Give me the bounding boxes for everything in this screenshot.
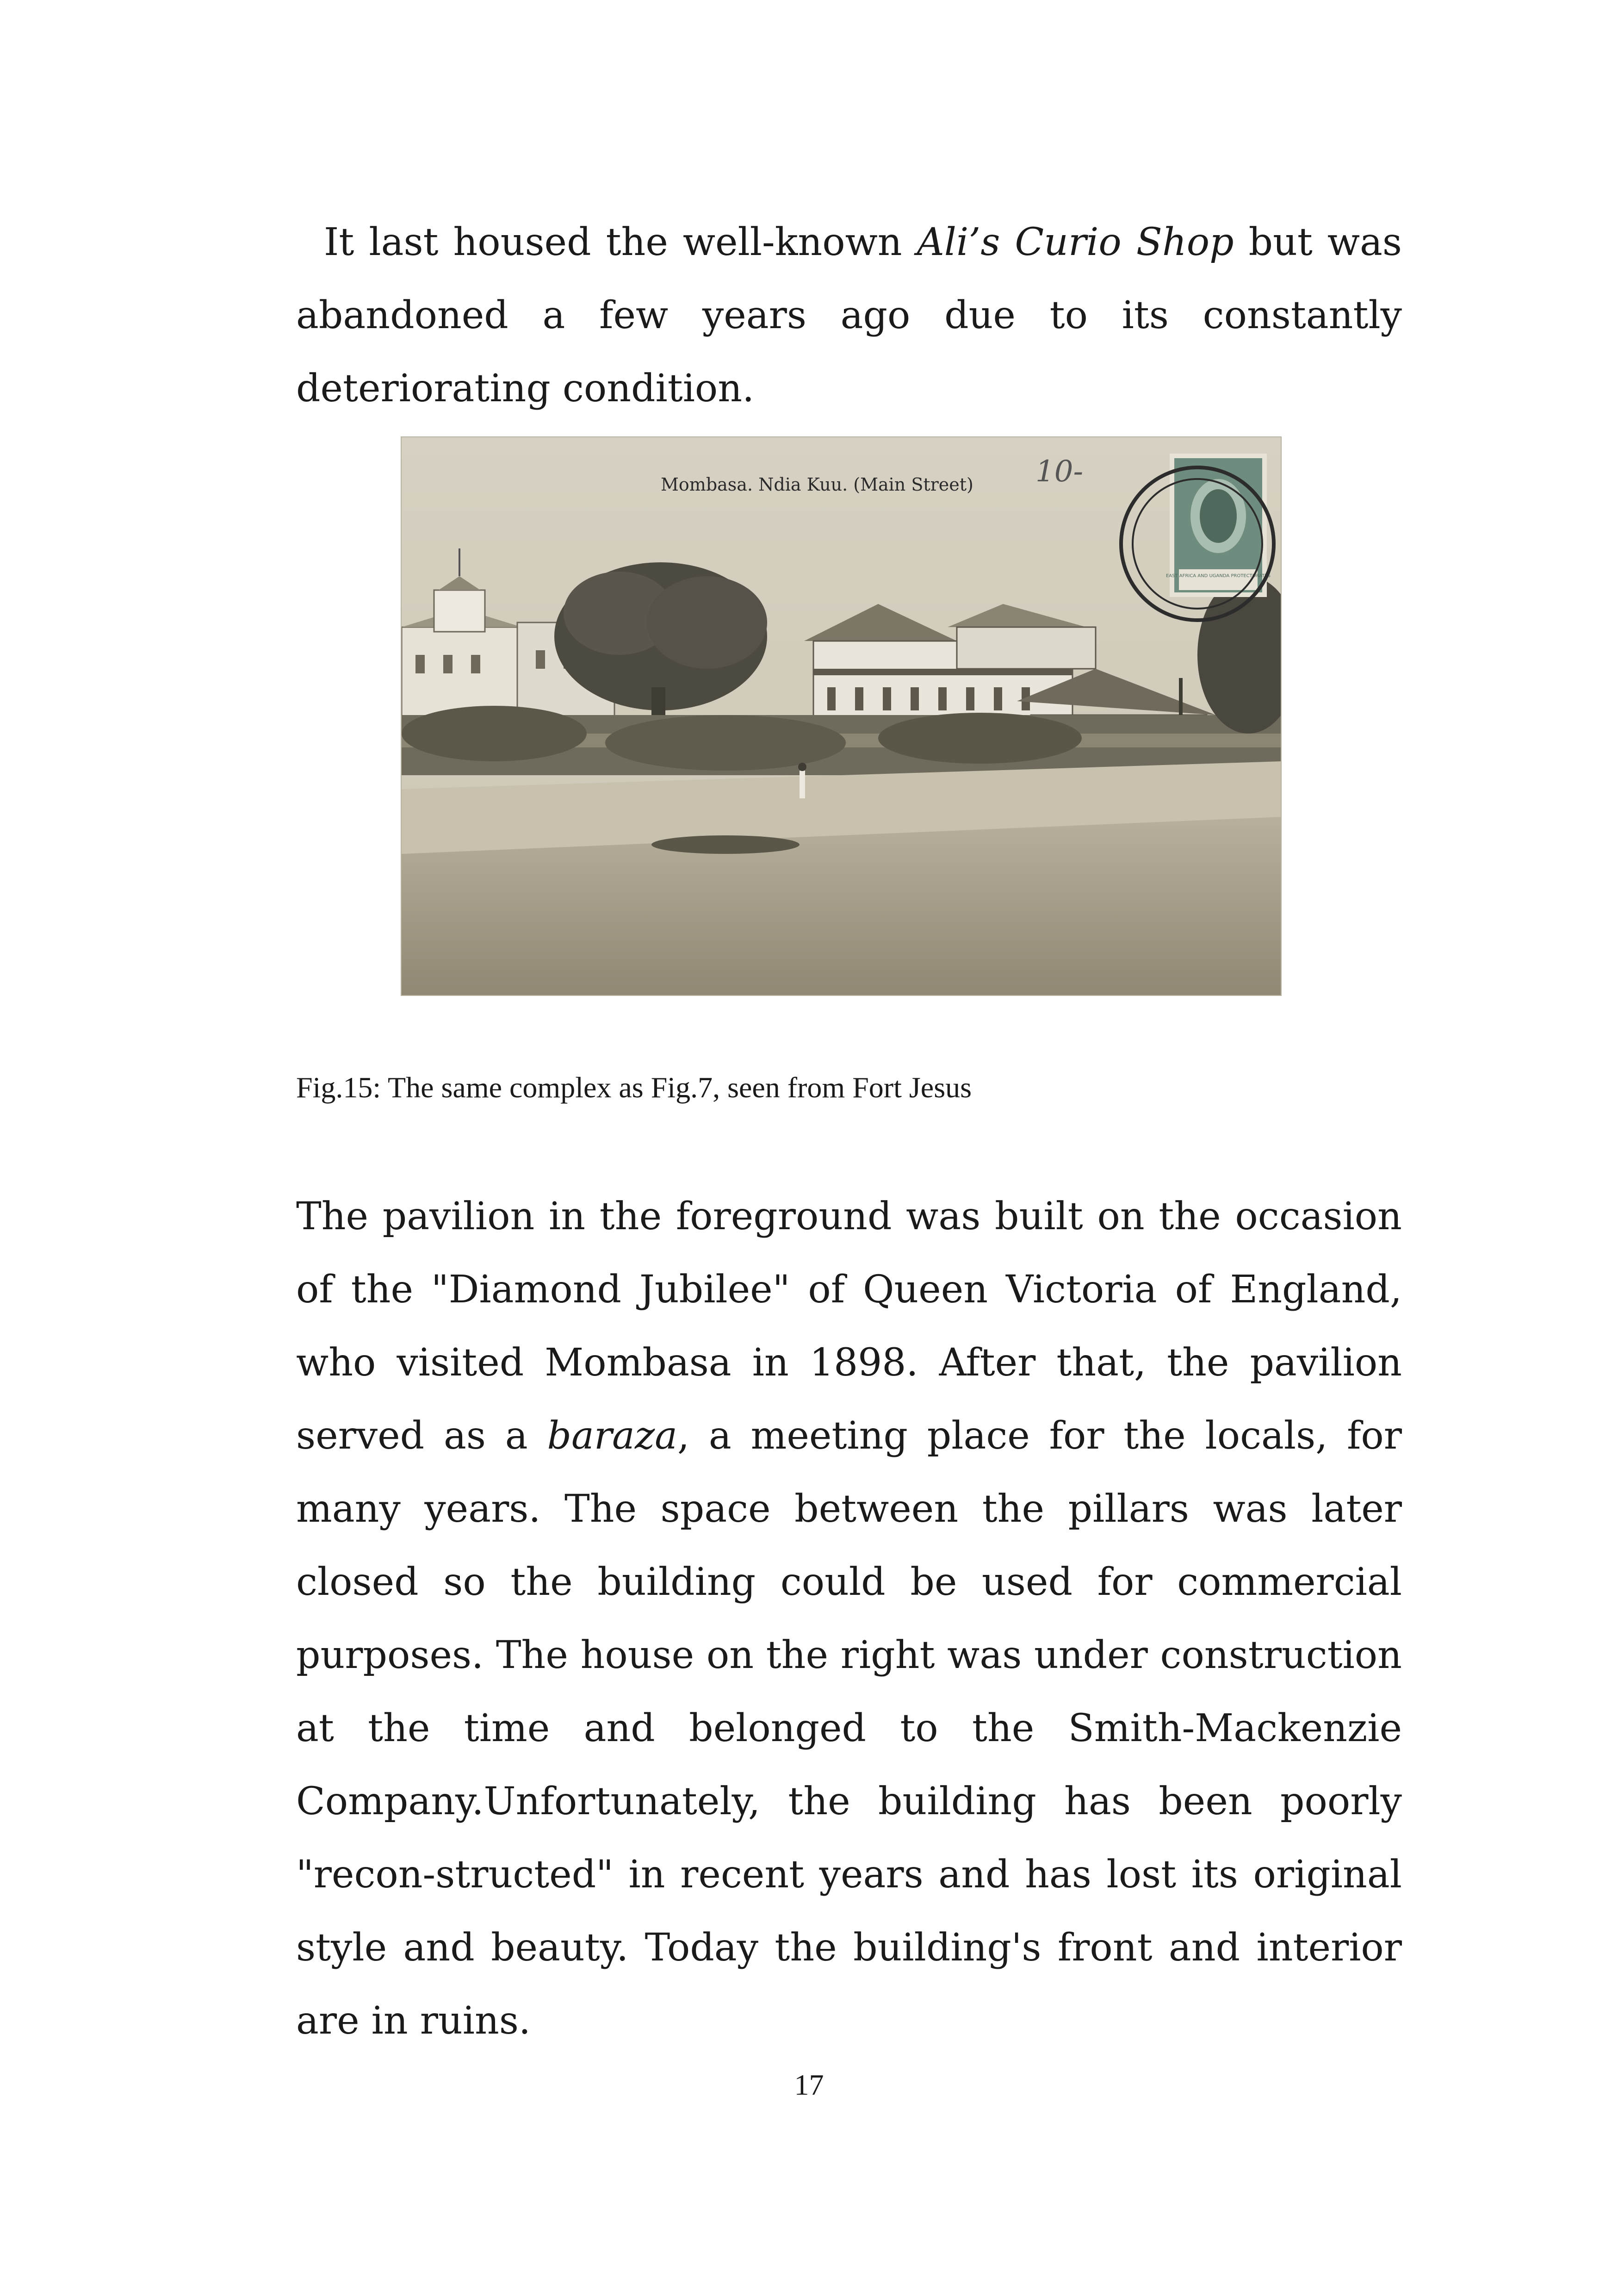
postcard-illustration xyxy=(402,437,1281,995)
intro-paragraph xyxy=(296,206,1402,425)
figure-caption: Fig.15: The same complex as Fig.7, seen from Fort Jesus xyxy=(296,1071,972,1104)
postcard-title: Mombasa. Ndia Kuu. (Main Street) xyxy=(661,474,973,495)
intro-text-part2: but was abandoned a few years ago due to its constantly deteriorating condition. xyxy=(296,220,1402,411)
pavilion-text-part2: , a meeting place for the locals, for many years. The space between the pillars was later closed so the building could be used for commercial purposes. The house on the right was under construction at the time and belonged to the Smith-Mackenzie Company.Unfortunately, the building has been poorly "recon-structed" in recent years and has lost its original style and beauty. Today the building's front and interior are in ruins. xyxy=(296,1414,1402,2043)
pavilion-text-part1: The pavilion in the foreground was built on the occasion of the "Diamond Jubilee" of Queen Victoria of England, who visited Mombasa in 1898. After that, the pavilion served as a xyxy=(296,1195,1402,1458)
postcard-photo xyxy=(402,437,1281,995)
baraza-term: baraza xyxy=(547,1414,678,1458)
intro-text-part1: It last housed the well-known xyxy=(324,220,917,264)
stamp-text: EAST AFRICA AND UGANDA PROTECTORATES xyxy=(1165,573,1271,579)
page-number: 17 xyxy=(794,2068,824,2101)
handwritten-note: 10- xyxy=(1035,454,1084,489)
pavilion-paragraph xyxy=(296,1180,1402,2058)
curio-shop-name: Ali’s Curio Shop xyxy=(917,220,1234,264)
